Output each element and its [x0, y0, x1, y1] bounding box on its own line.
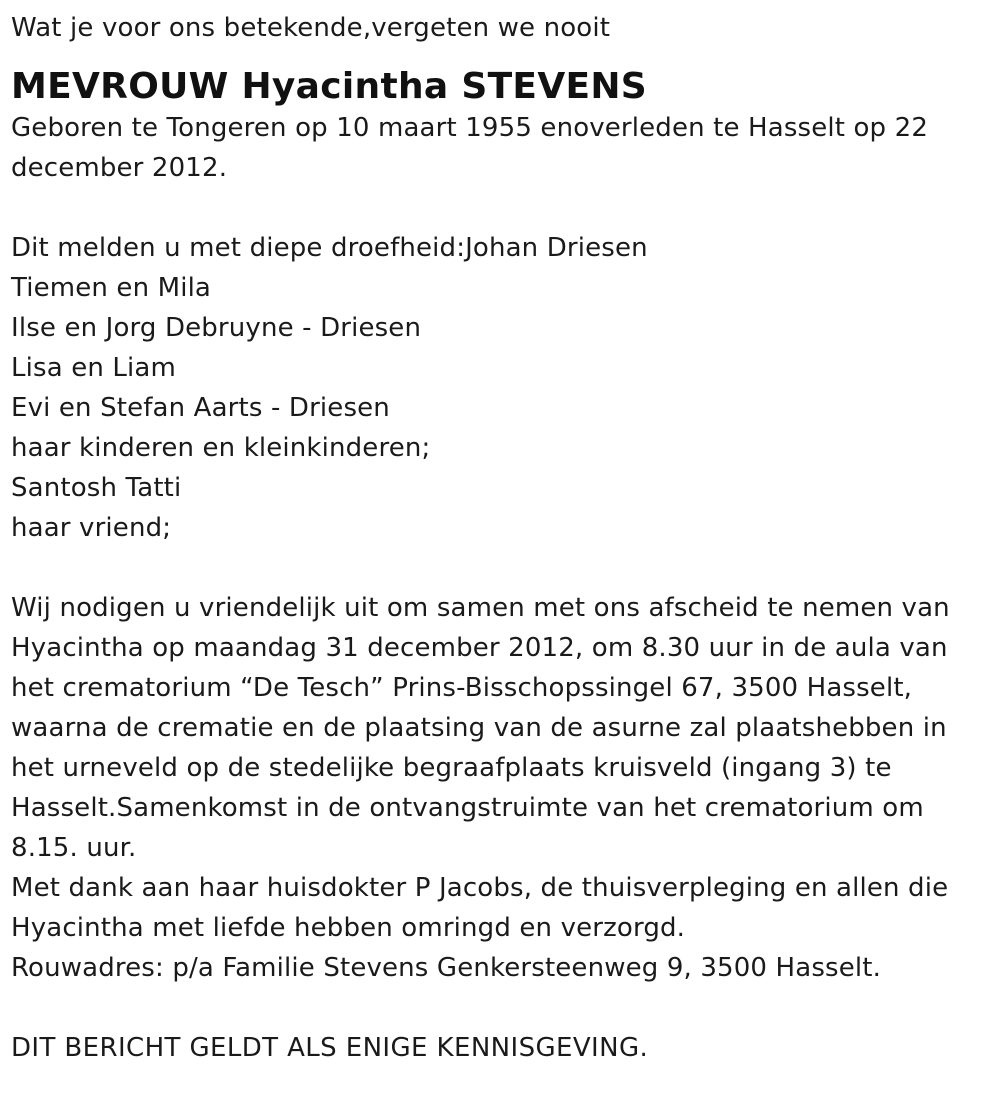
announcer-line: haar vriend;: [11, 513, 172, 543]
motto: Wat je voor ons betekende,vergeten we nooit: [11, 13, 611, 43]
thanks-text: Met dank aan haar huisdokter P Jacobs, de thuisverpleging en allen die Hyacintha met liefde hebben omringd en verzorgd.: [11, 873, 949, 943]
announcer-line: Dit melden u met diepe droefheid:Johan Driesen: [11, 233, 648, 263]
spacer: [11, 188, 986, 228]
announcer-line: haar kinderen en kleinkinderen;: [11, 433, 431, 463]
invitation-text: Wij nodigen u vriendelijk uit om samen met ons afscheid te nemen van Hyacintha op maandag 31 december 2012, om 8.30 uur in de aula van het crematorium “De Tesch” Prins-Bisschopssingel 67, 3500 Hasselt, waarna de crematie en de plaatsing van de asurne zal plaatshebben in het urneveld op de stedelijke begraafplaats kruisveld (ingang 3) te Hasselt.Samenkomst in de ontvangstruimte van het crematorium om 8.15. uur.: [11, 593, 950, 863]
announcer-line: Tiemen en Mila: [11, 273, 212, 303]
deceased-name: MEVROUW Hyacintha STEVENS: [11, 66, 648, 107]
announcers-list: [11, 228, 986, 548]
birth-death-text: Geboren te Tongeren op 10 maart 1955 enoverleden te Hasselt op 22 december 2012.: [11, 113, 929, 183]
spacer: [11, 48, 986, 66]
spacer: [11, 988, 986, 1028]
announcer-line: Lisa en Liam: [11, 353, 176, 383]
death-notice: [11, 8, 986, 1068]
spacer: [11, 548, 986, 588]
announcer-line: Evi en Stefan Aarts - Driesen: [11, 393, 390, 423]
closing-statement: DIT BERICHT GELDT ALS ENIGE KENNISGEVING.: [11, 1033, 649, 1063]
mourning-address: Rouwadres: p/a Familie Stevens Genkersteenweg 9, 3500 Hasselt.: [11, 953, 881, 983]
announcer-line: Ilse en Jorg Debruyne - Driesen: [11, 313, 422, 343]
announcer-line: Santosh Tatti: [11, 473, 182, 503]
